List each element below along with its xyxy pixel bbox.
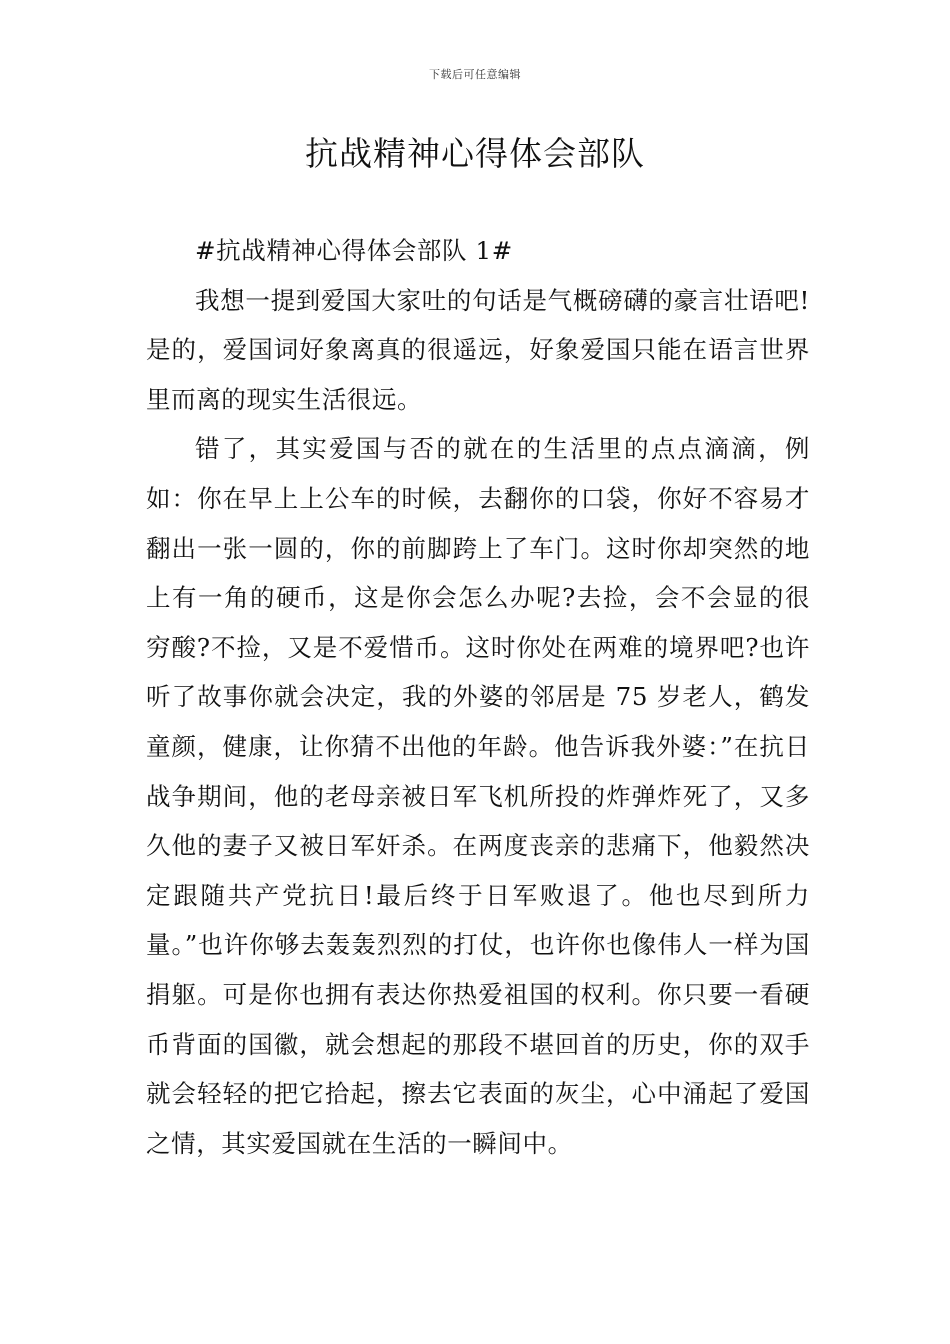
document-body — [146, 226, 810, 1168]
paragraph: 错了，其实爱国与否的就在的生活里的点点滴滴，例如：你在早上上公车的时候，去翻你的口袋，你好不容易才翻出一张一圆的，你的前脚跨上了车门。这时你却突然的地上有一角的硬币，这是你会怎么办呢?去捡，会不会显的很穷酸?不捡，又是不爱惜币。这时你处在两难的境界吧?也许听了故事你就会决定，我的外婆的邻居是 75 岁老人，鹤发童颜，健康，让你猜不出他的年龄。他告诉我外婆：”在抗日战争期间，他的老母亲被日军飞机所投的炸弹炸死了，又多久他的妻子又被日军奸杀。在两度丧亲的悲痛下，他毅然决定跟随共产党抗日!最后终于日军败退了。他也尽到所力量。”也许你够去轰轰烈烈的打仗，也许你也像伟人一样为国捐躯。可是你也拥有表达你热爱祖国的权利。你只要一看硬币背面的国徽，就会想起的那段不堪回首的历史，你的双手就会轻轻的把它拾起，擦去它表面的灰尘，心中涌起了爱国之情，其实爱国就在生活的一瞬间中。 — [146, 434, 810, 1158]
paragraph: 我想一提到爱国大家吐的句话是气概磅礴的豪言壮语吧!是的，爱国词好象离真的很遥远，好象爱国只能在语言世界里而离的现实生活很远。 — [146, 285, 810, 414]
header-note: 下载后可任意编辑 — [429, 68, 521, 81]
section-heading: #抗战精神心得体会部队 1# — [195, 236, 513, 265]
document-title: 抗战精神心得体会部队 — [305, 134, 645, 173]
